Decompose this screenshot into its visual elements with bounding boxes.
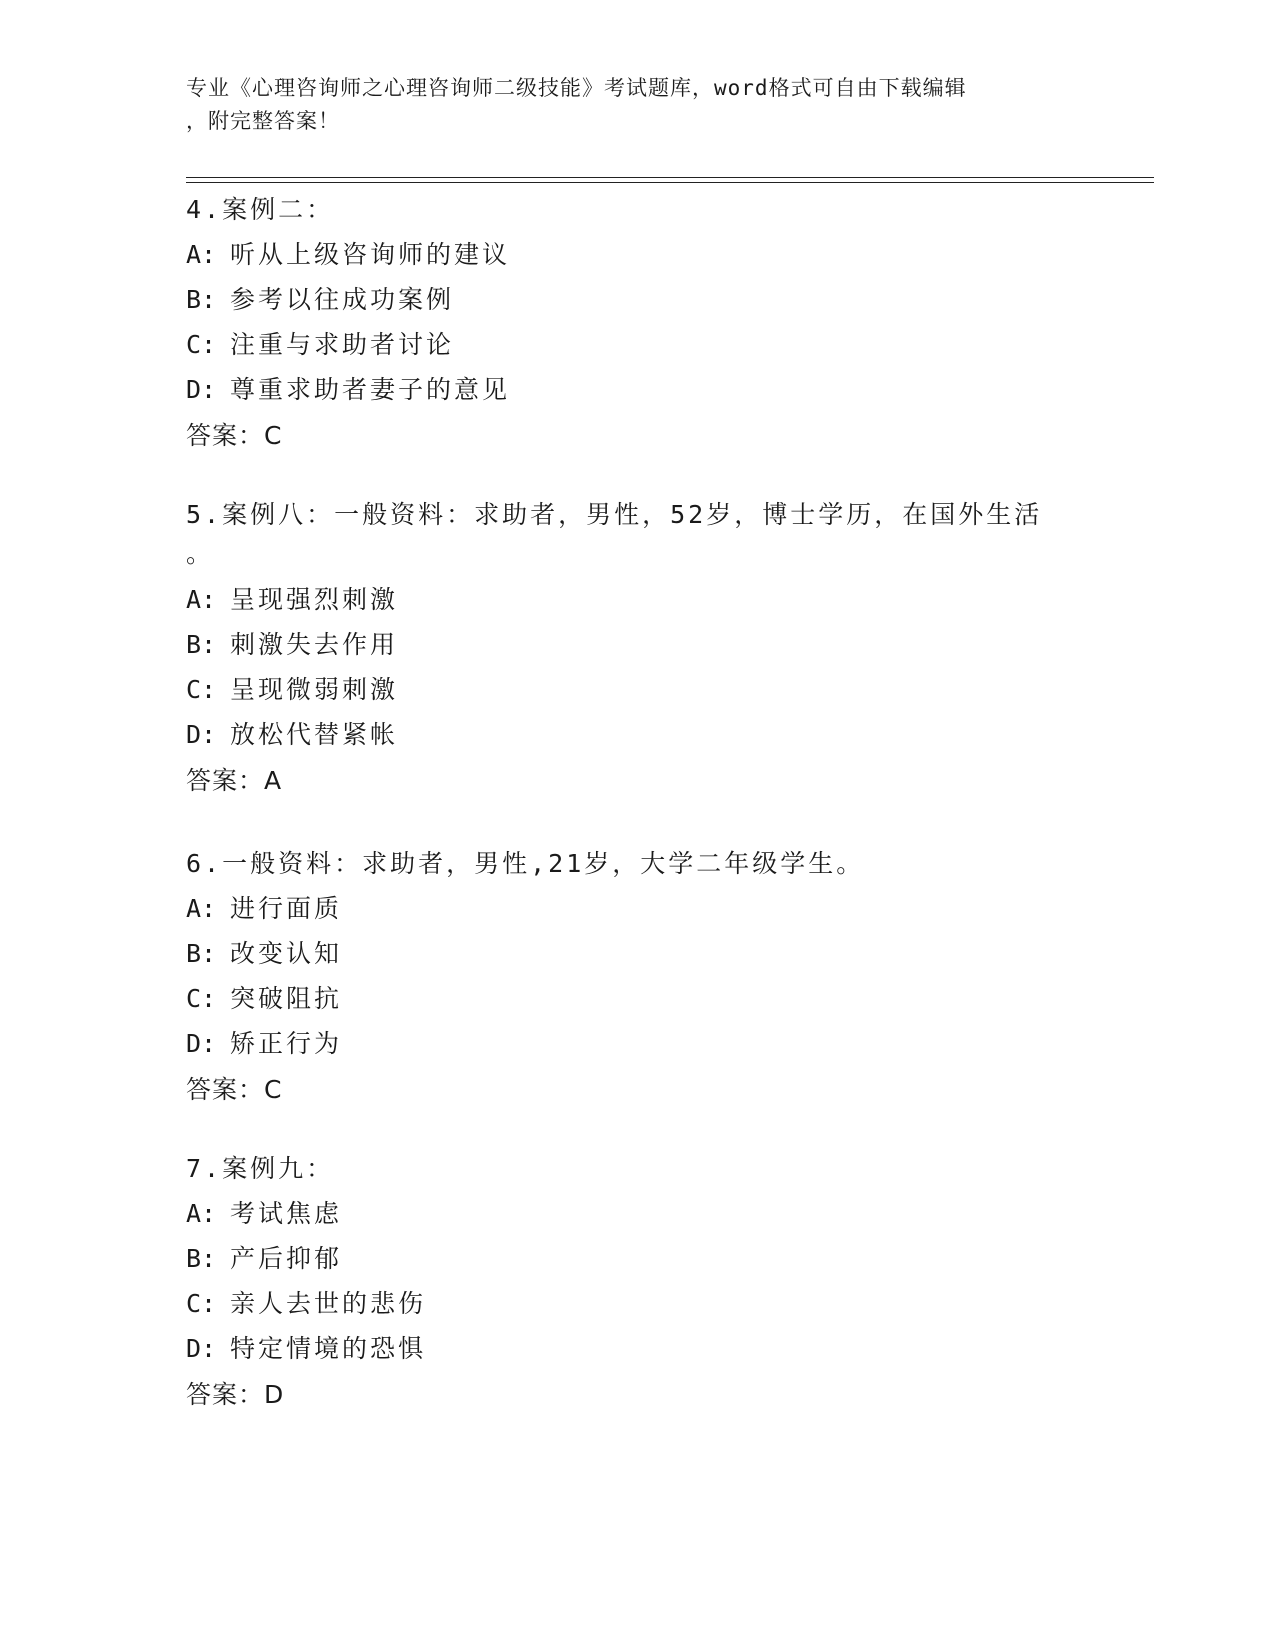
- option-label: B:: [186, 285, 217, 314]
- option-c: [186, 322, 1086, 367]
- option-text: 呈现微弱刺激: [230, 675, 399, 704]
- answer-line: 答案：C: [186, 1075, 283, 1104]
- option-d: [186, 1021, 1086, 1066]
- question-stem-continuation: 。: [186, 539, 215, 568]
- header-line-1: 专业《心理咨询师之心理咨询师二级技能》考试题库，word格式可自由下载编辑: [186, 76, 967, 100]
- question-5: [186, 492, 1086, 805]
- option-label: C:: [186, 984, 217, 1013]
- question-stem: 7.案例九：: [186, 1154, 335, 1183]
- answer-line: 答案：D: [186, 1380, 285, 1409]
- option-a: [186, 886, 1086, 931]
- option-d: [186, 367, 1086, 412]
- option-text: 产后抑郁: [230, 1244, 343, 1273]
- option-text: 参考以往成功案例: [230, 285, 455, 314]
- option-text: 亲人去世的悲伤: [230, 1289, 427, 1318]
- option-text: 注重与求助者讨论: [230, 330, 455, 359]
- option-label: D:: [186, 1029, 217, 1058]
- header-divider-bottom: [186, 182, 1154, 183]
- answer-line: 答案：C: [186, 421, 283, 450]
- question-4: [186, 187, 1086, 460]
- option-b: [186, 1236, 1086, 1281]
- option-a: [186, 577, 1086, 622]
- option-label: C:: [186, 330, 217, 359]
- option-label: A:: [186, 894, 217, 923]
- option-text: 突破阻抗: [230, 984, 343, 1013]
- option-label: A:: [186, 240, 217, 269]
- option-d: [186, 1326, 1086, 1371]
- question-stem: 6.一般资料：求助者，男性,21岁，大学二年级学生。: [186, 849, 865, 878]
- answer-line: 答案：A: [186, 766, 283, 795]
- option-a: [186, 232, 1086, 277]
- option-label: D:: [186, 720, 217, 749]
- option-text: 特定情境的恐惧: [230, 1334, 427, 1363]
- question-6: [186, 841, 1086, 1114]
- option-c: [186, 1281, 1086, 1326]
- option-label: B:: [186, 630, 217, 659]
- option-c: [186, 667, 1086, 712]
- option-d: [186, 712, 1086, 757]
- option-label: A:: [186, 585, 217, 614]
- option-b: [186, 931, 1086, 976]
- question-stem: 4.案例二：: [186, 195, 335, 224]
- option-text: 进行面质: [230, 894, 343, 923]
- option-b: [186, 622, 1086, 667]
- option-text: 刺激失去作用: [230, 630, 399, 659]
- header-line-2: ，附完整答案！: [186, 109, 340, 133]
- option-label: D:: [186, 1334, 217, 1363]
- option-text: 考试焦虑: [230, 1199, 343, 1228]
- option-c: [186, 976, 1086, 1021]
- option-a: [186, 1191, 1086, 1236]
- option-label: B:: [186, 939, 217, 968]
- option-text: 矫正行为: [230, 1029, 343, 1058]
- option-text: 尊重求助者妻子的意见: [230, 375, 511, 404]
- question-7: [186, 1146, 1086, 1419]
- option-text: 放松代替紧帐: [230, 720, 399, 749]
- option-b: [186, 277, 1086, 322]
- document-header: [186, 72, 1086, 138]
- option-label: A:: [186, 1199, 217, 1228]
- header-divider-top: [186, 177, 1154, 178]
- option-label: C:: [186, 1289, 217, 1318]
- option-label: B:: [186, 1244, 217, 1273]
- option-text: 呈现强烈刺激: [230, 585, 399, 614]
- option-label: D:: [186, 375, 217, 404]
- option-label: C:: [186, 675, 217, 704]
- option-text: 改变认知: [230, 939, 343, 968]
- question-stem: 5.案例八：一般资料：求助者，男性，52岁，博士学历，在国外生活: [186, 500, 1043, 529]
- option-text: 听从上级咨询师的建议: [230, 240, 511, 269]
